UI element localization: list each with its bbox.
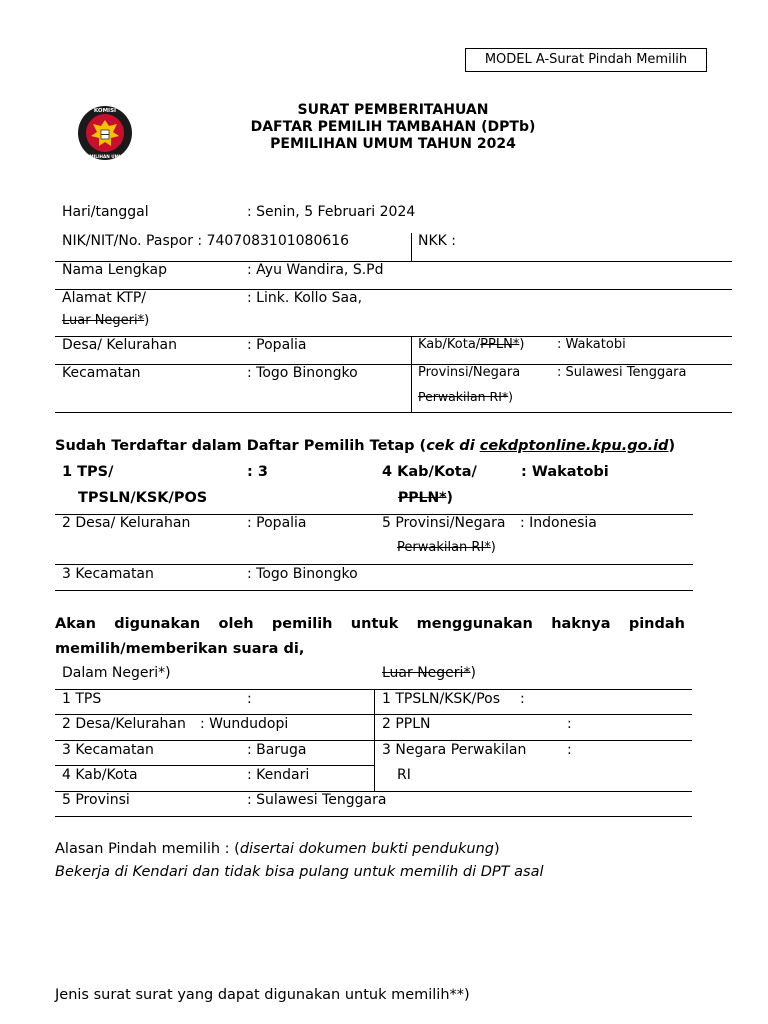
- title-line-1: SURAT PEMBERITAHUAN: [297, 102, 489, 118]
- kecamatan-label: Kecamatan: [62, 365, 141, 381]
- kab-value: : Wakatobi: [557, 337, 626, 352]
- hari-value: : Senin, 5 Februari 2024: [247, 204, 416, 220]
- divider: [55, 816, 692, 817]
- desa-label: Desa/ Kelurahan: [62, 337, 177, 353]
- pindah-ppln-label: 2 PPLN: [382, 716, 431, 732]
- pindah-desa-value: : Wundudopi: [200, 716, 289, 732]
- dpt-kec-value: : Togo Binongko: [247, 566, 358, 582]
- dpt-heading: Sudah Terdaftar dalam Daftar Pemilih Tetap (cek di cekdptonline.kpu.go.id): [55, 438, 676, 454]
- divider: [411, 233, 412, 261]
- alamat-label: Alamat KTP/: [62, 290, 147, 306]
- pindah-tpsln-value: :: [520, 691, 525, 707]
- provinsi-label: Provinsi/Negara: [418, 365, 521, 380]
- svg-text:KOMISI: KOMISI: [93, 108, 117, 114]
- divider: [55, 289, 732, 290]
- pindah-intro-line-1: Akan digunakan oleh pemilih untuk menggunakan haknya pindah: [55, 616, 685, 632]
- nkk-label: NKK :: [418, 233, 457, 249]
- luar-negeri-label: Luar Negeri*): [382, 665, 476, 681]
- dpt-tps-value: : 3: [247, 464, 268, 480]
- alasan-label: Alasan Pindah memilih : (disertai dokumen bukti pendukung): [55, 841, 500, 857]
- desa-value: : Popalia: [247, 337, 307, 353]
- pindah-prov-value: : Sulawesi Tenggara: [247, 792, 387, 808]
- pindah-intro: [55, 612, 685, 662]
- dpt-prov-sub: Perwakilan RI*): [397, 540, 496, 555]
- model-label: MODEL A-Surat Pindah Memilih: [465, 48, 707, 72]
- nama-label: Nama Lengkap: [62, 262, 167, 278]
- title-line-3: PEMILIHAN UMUM TAHUN 2024: [270, 136, 516, 152]
- title-line-2: DAFTAR PEMILIH TAMBAHAN (DPTb): [250, 119, 536, 135]
- alamat-value: : Link. Kollo Saa,: [247, 290, 363, 306]
- nama-value: : Ayu Wandira, S.Pd: [247, 262, 384, 278]
- kab-label: Kab/Kota/PPLN*): [418, 337, 525, 352]
- pindah-kab-value: : Kendari: [247, 767, 310, 783]
- dpt-tps-label: 1 TPS/: [62, 464, 114, 480]
- dpt-desa-value: : Popalia: [247, 515, 307, 531]
- pindah-negara-label: 3 Negara Perwakilan: [382, 742, 527, 758]
- pindah-ppln-value: :: [567, 716, 572, 732]
- alasan-text: Bekerja di Kendari dan tidak bisa pulang untuk memilih di DPT asal: [55, 864, 544, 880]
- pindah-kab-label: 4 Kab/Kota: [62, 767, 138, 783]
- jenis-surat-label: Jenis surat surat yang dapat digunakan untuk memilih**): [55, 987, 470, 1003]
- pindah-desa-label: 2 Desa/Kelurahan: [62, 716, 186, 732]
- pindah-prov-label: 5 Provinsi: [62, 792, 130, 808]
- divider: [374, 689, 375, 791]
- luar-negeri-note: Luar Negeri*): [62, 313, 150, 328]
- document-title: [200, 102, 586, 153]
- dpt-tps-sub: TPSLN/KSK/POS: [78, 490, 208, 506]
- pindah-kec-value: : Baruga: [247, 742, 307, 758]
- dpt-link[interactable]: cekdptonline.kpu.go.id: [479, 438, 669, 454]
- pindah-tpsln-label: 1 TPSLN/KSK/Pos: [382, 691, 500, 707]
- divider: [55, 412, 732, 413]
- dpt-prov-value: : Indonesia: [520, 515, 597, 531]
- divider: [55, 765, 375, 766]
- divider: [55, 564, 693, 565]
- dalam-negeri-label: Dalam Negeri*): [62, 665, 171, 681]
- pindah-kec-label: 3 Kecamatan: [62, 742, 154, 758]
- pindah-negara-value: :: [567, 742, 572, 758]
- hari-label: Hari/tanggal: [62, 204, 149, 220]
- dpt-kab-label: 4 Kab/Kota/: [382, 464, 477, 480]
- svg-text:PEMILIHAN UMUM: PEMILIHAN UMUM: [83, 154, 127, 159]
- divider: [55, 590, 693, 591]
- dpt-prov-label: 5 Provinsi/Negara: [382, 515, 506, 531]
- pindah-negara-sub: RI: [397, 767, 411, 783]
- divider: [411, 337, 412, 412]
- nik-label: NIK/NIT/No. Paspor : 7407083101080616: [62, 233, 350, 249]
- kpu-garuda-emblem-icon: [75, 100, 135, 166]
- kpu-logo: [75, 100, 135, 166]
- kecamatan-value: : Togo Binongko: [247, 365, 358, 381]
- pindah-intro-line-2: memilih/memberikan suara di,: [55, 641, 305, 657]
- pindah-tps-label: 1 TPS: [62, 691, 102, 707]
- provinsi-value: : Sulawesi Tenggara: [557, 365, 687, 380]
- pindah-tps-value: :: [247, 691, 252, 707]
- perwakilan-note: Perwakilan RI*): [418, 389, 514, 404]
- dpt-kab-value: : Wakatobi: [521, 464, 609, 480]
- dpt-desa-label: 2 Desa/ Kelurahan: [62, 515, 191, 531]
- dpt-kab-sub: PPLN*): [398, 490, 453, 506]
- dpt-kec-label: 3 Kecamatan: [62, 566, 154, 582]
